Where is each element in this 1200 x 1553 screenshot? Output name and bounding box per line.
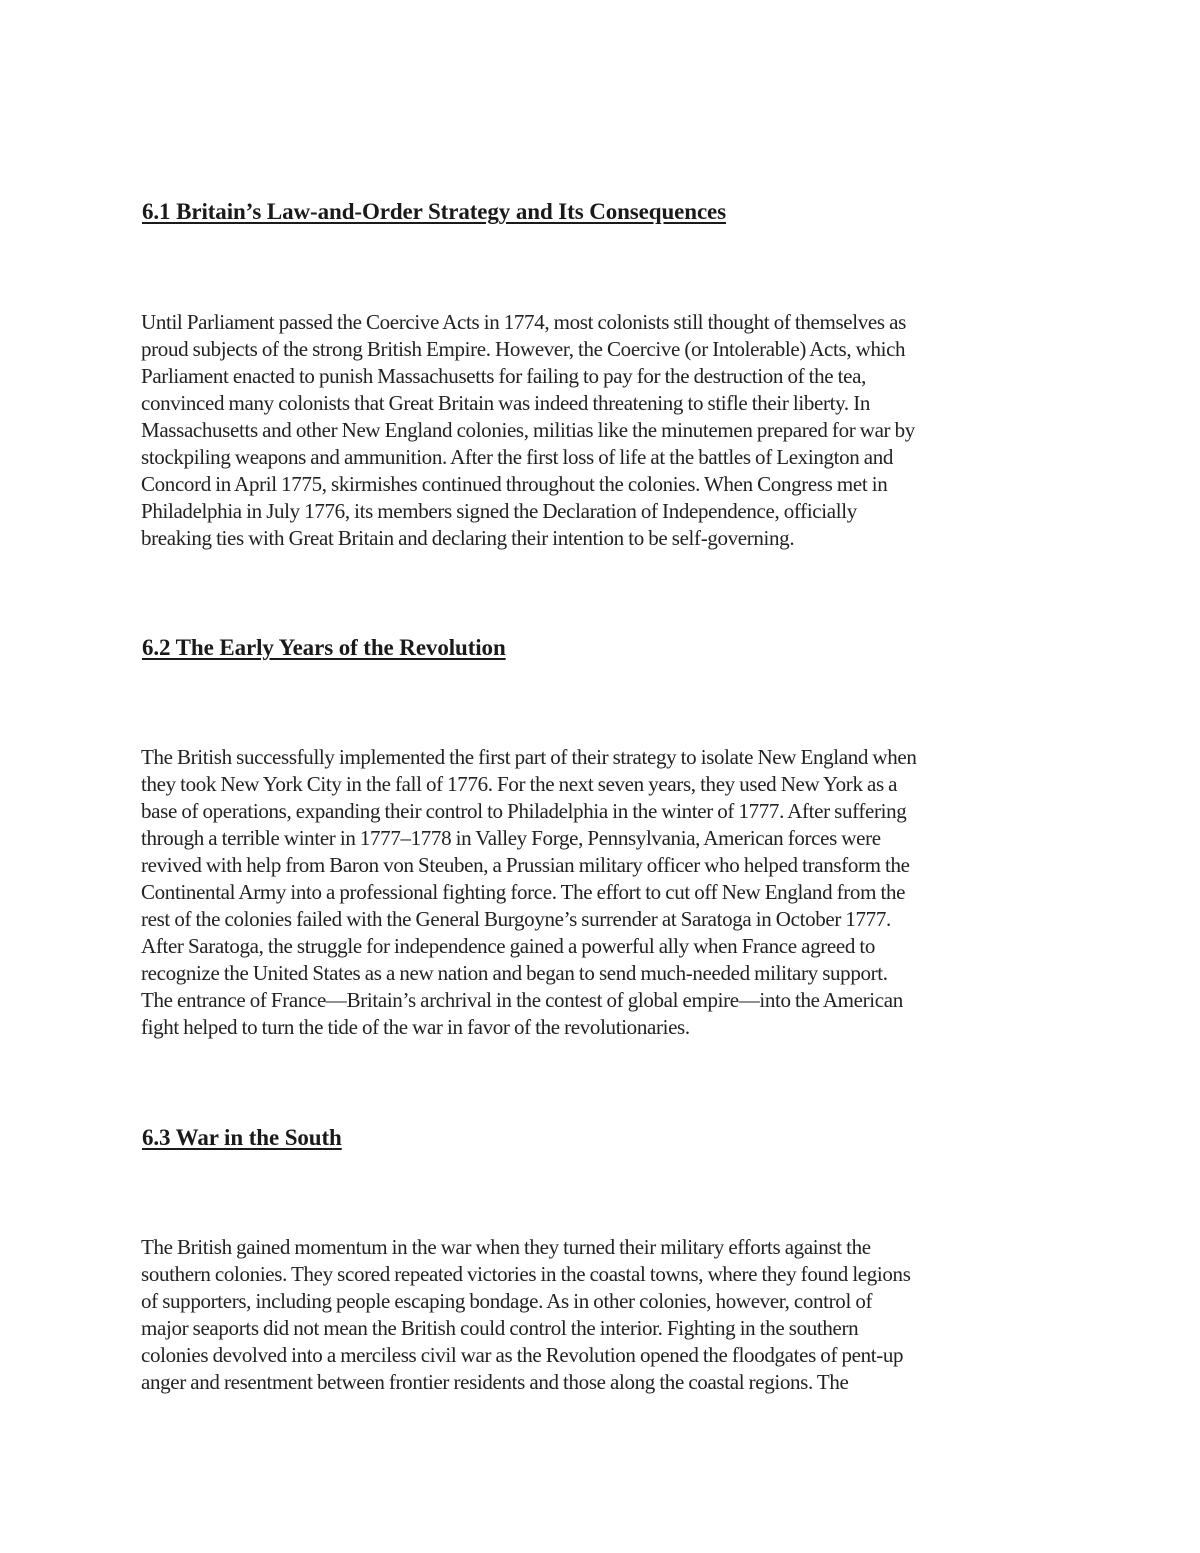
- body-line: Concord in April 1775, skirmishes continued throughout the colonies. When Congress met in: [141, 472, 888, 496]
- body-line: major seaports did not mean the British could control the interior. Fighting in the southern: [141, 1316, 859, 1340]
- body-line: The British successfully implemented the first part of their strategy to isolate New England when: [141, 745, 917, 769]
- body-line: The entrance of France—Britain’s archrival in the contest of global empire—into the American: [141, 988, 903, 1012]
- body-line: of supporters, including people escaping bondage. As in other colonies, however, control of: [141, 1289, 873, 1313]
- body-line: stockpiling weapons and ammunition. After the first loss of life at the battles of Lexington and: [141, 445, 894, 469]
- section-heading-6-2: 6.2 The Early Years of the Revolution: [142, 635, 506, 660]
- body-line: through a terrible winter in 1777–1778 in Valley Forge, Pennsylvania, American forces were: [141, 826, 881, 850]
- body-line: convinced many colonists that Great Britain was indeed threatening to stifle their liberty. In: [141, 391, 871, 415]
- body-line: fight helped to turn the tide of the war in favor of the revolutionaries.: [141, 1015, 690, 1039]
- body-line: After Saratoga, the struggle for independence gained a powerful ally when France agreed to: [141, 934, 876, 958]
- body-line: they took New York City in the fall of 1776. For the next seven years, they used New York as a: [141, 772, 898, 796]
- body-line: base of operations, expanding their control to Philadelphia in the winter of 1777. After suffering: [141, 799, 907, 823]
- body-line: The British gained momentum in the war when they turned their military efforts against the: [141, 1235, 871, 1259]
- section-heading-6-1: 6.1 Britain’s Law-and-Order Strategy and Its Consequences: [142, 199, 727, 224]
- body-line: anger and resentment between frontier residents and those along the coastal regions. The: [141, 1370, 849, 1394]
- body-line: breaking ties with Great Britain and declaring their intention to be self-governing.: [141, 526, 795, 550]
- body-line: colonies devolved into a merciless civil war as the Revolution opened the floodgates of pent-up: [141, 1343, 904, 1367]
- body-line: proud subjects of the strong British Empire. However, the Coercive (or Intolerable) Acts, which: [141, 337, 906, 361]
- body-line: Massachusetts and other New England colonies, militias like the minutemen prepared for war by: [141, 418, 915, 442]
- body-line: Philadelphia in July 1776, its members signed the Declaration of Independence, officially: [141, 499, 857, 523]
- body-line: recognize the United States as a new nation and began to send much-needed military support.: [141, 961, 888, 985]
- section-heading-6-3: 6.3 War in the South: [142, 1125, 342, 1150]
- body-line: Continental Army into a professional fighting force. The effort to cut off New England from the: [141, 880, 906, 904]
- body-line: southern colonies. They scored repeated victories in the coastal towns, where they found legions: [141, 1262, 911, 1286]
- body-line: Until Parliament passed the Coercive Acts in 1774, most colonists still thought of themselves as: [141, 310, 906, 334]
- body-line: rest of the colonies failed with the General Burgoyne’s surrender at Saratoga in October 1777.: [141, 907, 891, 931]
- body-line: revived with help from Baron von Steuben, a Prussian military officer who helped transform the: [141, 853, 910, 877]
- body-line: Parliament enacted to punish Massachusetts for failing to pay for the destruction of the tea,: [141, 364, 866, 388]
